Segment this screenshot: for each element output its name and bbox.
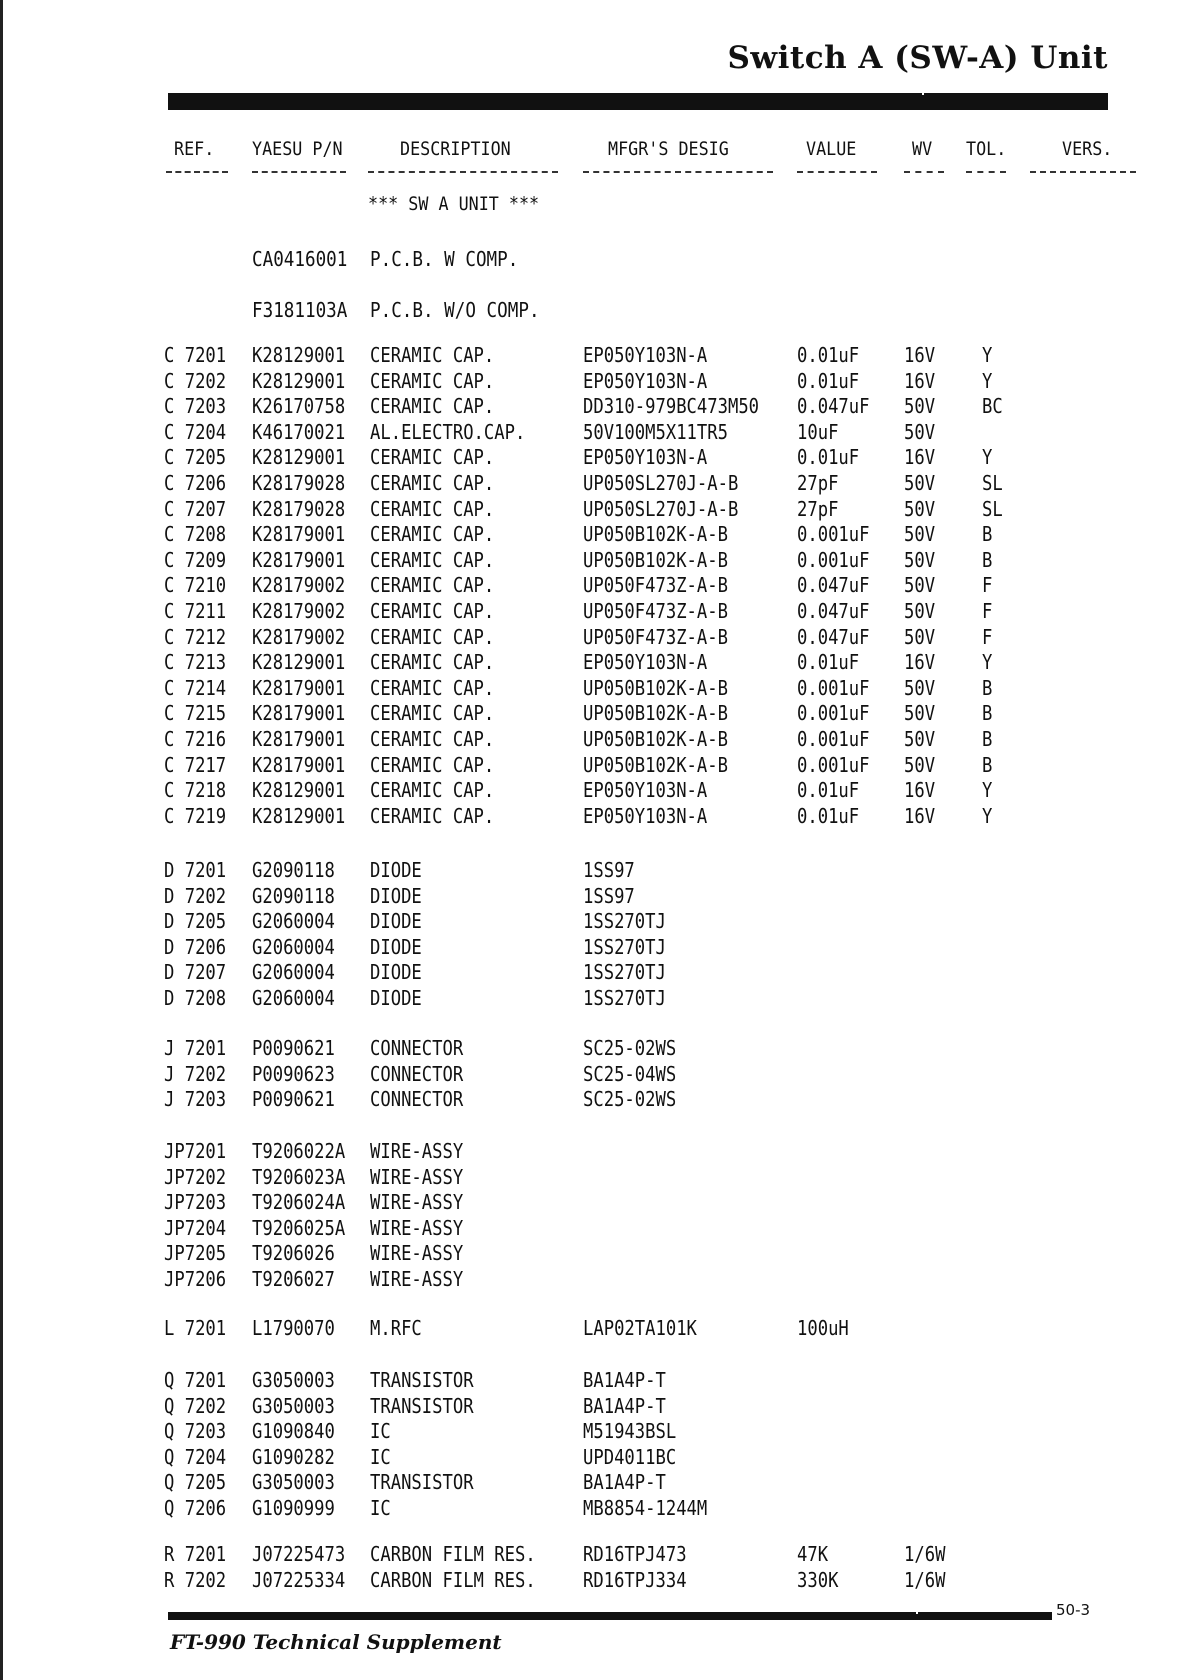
cell-value: 27pF: [797, 497, 839, 521]
cell-yaesu-pn: G2090118: [252, 858, 335, 882]
cell-tol: F: [982, 625, 993, 649]
header-underline: [583, 171, 773, 173]
cell-yaesu-pn: G3050003: [252, 1368, 335, 1392]
cell-tol: F: [982, 573, 993, 597]
cell-description: TRANSISTOR: [370, 1470, 474, 1494]
cell-mfgr-desig: MB8854-1244M: [583, 1496, 708, 1520]
table-row: [0, 1036, 1190, 1061]
cell-description: CERAMIC CAP.: [370, 701, 495, 725]
cell-tol: Y: [982, 804, 993, 828]
top-rule: [168, 93, 1108, 110]
cell-yaesu-pn: K28179028: [252, 471, 346, 495]
cell-ref: C 7209: [164, 548, 227, 572]
cell-yaesu-pn: L1790070: [252, 1316, 335, 1340]
table-row: [0, 986, 1190, 1011]
cell-tol: B: [982, 522, 993, 546]
cell-ref: C 7207: [164, 497, 227, 521]
header-underline: [252, 171, 346, 173]
table-row: [0, 1267, 1190, 1292]
cell-description: CERAMIC CAP.: [370, 676, 495, 700]
cell-description: CONNECTOR: [370, 1036, 464, 1060]
cell-ref: JP7205: [164, 1241, 227, 1265]
cell-wv: 1/6W: [904, 1542, 946, 1566]
cell-wv: 16V: [904, 778, 936, 802]
cell-yaesu-pn: K46170021: [252, 420, 346, 444]
cell-description: CERAMIC CAP.: [370, 753, 495, 777]
cell-description: WIRE-ASSY: [370, 1190, 464, 1214]
cell-description: CONNECTOR: [370, 1062, 464, 1086]
cell-ref: D 7208: [164, 986, 227, 1010]
table-row: [0, 394, 1190, 419]
page-title: Switch A (SW-A) Unit: [727, 40, 1108, 76]
cell-value: 100uH: [797, 1316, 849, 1340]
cell-yaesu-pn: G3050003: [252, 1394, 335, 1418]
cell-mfgr-desig: UP050B102K-A-B: [583, 727, 728, 751]
cell-mfgr-desig: 50V100M5X11TR5: [583, 420, 728, 444]
page-number: 50-3: [1056, 1601, 1091, 1619]
cell-yaesu-pn: G1090840: [252, 1419, 335, 1443]
cell-yaesu-pn: K28179002: [252, 599, 346, 623]
cell-wv: 16V: [904, 650, 936, 674]
cell-description: DIODE: [370, 935, 422, 959]
cell-mfgr-desig: UP050B102K-A-B: [583, 676, 728, 700]
cell-ref: C 7214: [164, 676, 227, 700]
table-row: [0, 650, 1190, 675]
cell-description: IC: [370, 1496, 391, 1520]
cell-value: 47K: [797, 1542, 829, 1566]
cell-description: WIRE-ASSY: [370, 1241, 464, 1265]
cell-ref: JP7204: [164, 1216, 227, 1240]
footer-title: FT-990 Technical Supplement: [170, 1630, 502, 1654]
cell-ref: Q 7205: [164, 1470, 227, 1494]
cell-tol: B: [982, 548, 993, 572]
cell-yaesu-pn: T9206024A: [252, 1190, 346, 1214]
cell-yaesu-pn: K28179001: [252, 753, 346, 777]
cell-mfgr-desig: UP050B102K-A-B: [583, 753, 728, 777]
table-row: [0, 1216, 1190, 1241]
cell-ref: R 7202: [164, 1568, 227, 1592]
col-wv-header: WV: [912, 138, 933, 160]
table-row: [0, 1062, 1190, 1087]
cell-yaesu-pn: P0090621: [252, 1036, 335, 1060]
cell-mfgr-desig: DD310-979BC473M50: [583, 394, 760, 418]
cell-ref: JP7206: [164, 1267, 227, 1291]
table-row: [0, 497, 1190, 522]
cell-description: CERAMIC CAP.: [370, 804, 495, 828]
table-row: [0, 1241, 1190, 1266]
cell-description: IC: [370, 1445, 391, 1469]
cell-tol: Y: [982, 343, 993, 367]
cell-value: 0.01uF: [797, 804, 860, 828]
table-row: [0, 778, 1190, 803]
cell-ref: JP7201: [164, 1139, 227, 1163]
cell-wv: 50V: [904, 573, 936, 597]
table-row: [0, 471, 1190, 496]
cell-mfgr-desig: 1SS270TJ: [583, 909, 666, 933]
cell-ref: JP7202: [164, 1165, 227, 1189]
cell-description: DIODE: [370, 884, 422, 908]
cell-tol: Y: [982, 445, 993, 469]
table-row: [0, 625, 1190, 650]
cell-tol: SL: [982, 497, 1003, 521]
cell-wv: 1/6W: [904, 1568, 946, 1592]
cell-description: CERAMIC CAP.: [370, 522, 495, 546]
cell-description: TRANSISTOR: [370, 1368, 474, 1392]
cell-mfgr-desig: EP050Y103N-A: [583, 445, 708, 469]
cell-description: TRANSISTOR: [370, 1394, 474, 1418]
cell-tol: F: [982, 599, 993, 623]
cell-tol: BC: [982, 394, 1003, 418]
cell-yaesu-pn: G2090118: [252, 884, 335, 908]
cell-mfgr-desig: BA1A4P-T: [583, 1470, 666, 1494]
cell-wv: 50V: [904, 599, 936, 623]
cell-description: CERAMIC CAP.: [370, 394, 495, 418]
table-row: [0, 858, 1190, 883]
cell-ref: C 7210: [164, 573, 227, 597]
cell-description: CERAMIC CAP.: [370, 778, 495, 802]
table-row: [0, 804, 1190, 829]
bottom-rule: [168, 1612, 1052, 1620]
cell-mfgr-desig: EP050Y103N-A: [583, 804, 708, 828]
cell-yaesu-pn: K28179001: [252, 701, 346, 725]
cell-ref: C 7201: [164, 343, 227, 367]
cell-mfgr-desig: UP050F473Z-A-B: [583, 625, 728, 649]
cell-yaesu-pn: T9206027: [252, 1267, 335, 1291]
table-row: [0, 1139, 1190, 1164]
header-underline: [904, 171, 944, 173]
cell-value: 10uF: [797, 420, 839, 444]
cell-yaesu-pn: P0090621: [252, 1087, 335, 1111]
cell-mfgr-desig: UP050F473Z-A-B: [583, 599, 728, 623]
cell-description: DIODE: [370, 960, 422, 984]
cell-description: WIRE-ASSY: [370, 1216, 464, 1240]
table-row: [0, 599, 1190, 624]
cell-ref: D 7206: [164, 935, 227, 959]
cell-yaesu-pn: K28179001: [252, 676, 346, 700]
table-row: [0, 343, 1190, 368]
cell-tol: Y: [982, 650, 993, 674]
cell-mfgr-desig: 1SS97: [583, 858, 635, 882]
header-underline: [368, 171, 558, 173]
table-row: [0, 701, 1190, 726]
cell-wv: 50V: [904, 701, 936, 725]
cell-yaesu-pn: K28179002: [252, 573, 346, 597]
cell-ref: C 7216: [164, 727, 227, 751]
pcb-desc: P.C.B. W/O COMP.: [370, 298, 540, 322]
cell-mfgr-desig: UP050SL270J-A-B: [583, 471, 739, 495]
cell-description: DIODE: [370, 909, 422, 933]
table-row: [0, 1445, 1190, 1470]
cell-yaesu-pn: K28179001: [252, 522, 346, 546]
pcb-pn: CA0416001: [252, 247, 348, 271]
cell-mfgr-desig: 1SS270TJ: [583, 960, 666, 984]
col-desc-header: DESCRIPTION: [400, 138, 511, 160]
cell-wv: 16V: [904, 445, 936, 469]
cell-ref: D 7205: [164, 909, 227, 933]
cell-tol: SL: [982, 471, 1003, 495]
col-value-header: VALUE: [806, 138, 857, 160]
cell-wv: 50V: [904, 625, 936, 649]
cell-value: 0.001uF: [797, 753, 870, 777]
cell-ref: C 7212: [164, 625, 227, 649]
cell-ref: Q 7202: [164, 1394, 227, 1418]
cell-yaesu-pn: K28179002: [252, 625, 346, 649]
cell-ref: C 7213: [164, 650, 227, 674]
cell-tol: B: [982, 701, 993, 725]
cell-value: 0.01uF: [797, 778, 860, 802]
table-row: [0, 1087, 1190, 1112]
header-underline: [166, 171, 228, 173]
table-row: [0, 884, 1190, 909]
cell-wv: 50V: [904, 727, 936, 751]
table-row: [0, 1394, 1190, 1419]
cell-value: 330K: [797, 1568, 839, 1592]
col-mfgr-header: MFGR'S DESIG: [608, 138, 729, 160]
cell-mfgr-desig: M51943BSL: [583, 1419, 677, 1443]
cell-mfgr-desig: UP050F473Z-A-B: [583, 573, 728, 597]
header-underline: [966, 171, 1006, 173]
cell-wv: 16V: [904, 343, 936, 367]
pcb-pn: F3181103A: [252, 298, 348, 322]
cell-ref: C 7217: [164, 753, 227, 777]
cell-mfgr-desig: UP050SL270J-A-B: [583, 497, 739, 521]
cell-yaesu-pn: K28129001: [252, 778, 346, 802]
table-row: [0, 1419, 1190, 1444]
cell-ref: JP7203: [164, 1190, 227, 1214]
cell-ref: Q 7206: [164, 1496, 227, 1520]
cell-mfgr-desig: EP050Y103N-A: [583, 778, 708, 802]
cell-mfgr-desig: 1SS97: [583, 884, 635, 908]
cell-description: CERAMIC CAP.: [370, 625, 495, 649]
cell-value: 27pF: [797, 471, 839, 495]
cell-tol: Y: [982, 778, 993, 802]
cell-tol: Y: [982, 369, 993, 393]
cell-ref: C 7208: [164, 522, 227, 546]
cell-yaesu-pn: K28129001: [252, 650, 346, 674]
cell-yaesu-pn: T9206023A: [252, 1165, 346, 1189]
table-row: [0, 1190, 1190, 1215]
cell-value: 0.047uF: [797, 394, 870, 418]
table-row: [0, 909, 1190, 934]
cell-yaesu-pn: K26170758: [252, 394, 346, 418]
cell-ref: D 7201: [164, 858, 227, 882]
table-row: [0, 727, 1190, 752]
cell-mfgr-desig: LAP02TA101K: [583, 1316, 697, 1340]
cell-yaesu-pn: T9206025A: [252, 1216, 346, 1240]
cell-mfgr-desig: UP050B102K-A-B: [583, 548, 728, 572]
col-tol-header: TOL.: [966, 138, 1007, 160]
cell-ref: L 7201: [164, 1316, 227, 1340]
cell-wv: 50V: [904, 522, 936, 546]
cell-yaesu-pn: P0090623: [252, 1062, 335, 1086]
cell-value: 0.047uF: [797, 573, 870, 597]
table-row: [0, 1496, 1190, 1521]
cell-mfgr-desig: EP050Y103N-A: [583, 369, 708, 393]
cell-ref: C 7218: [164, 778, 227, 802]
cell-wv: 16V: [904, 369, 936, 393]
cell-wv: 16V: [904, 804, 936, 828]
cell-ref: Q 7201: [164, 1368, 227, 1392]
cell-ref: Q 7203: [164, 1419, 227, 1443]
cell-description: CERAMIC CAP.: [370, 548, 495, 572]
col-vers-header: VERS.: [1062, 138, 1113, 160]
cell-mfgr-desig: BA1A4P-T: [583, 1394, 666, 1418]
cell-mfgr-desig: EP050Y103N-A: [583, 650, 708, 674]
cell-value: 0.01uF: [797, 369, 860, 393]
cell-ref: Q 7204: [164, 1445, 227, 1469]
cell-yaesu-pn: T9206026: [252, 1241, 335, 1265]
cell-yaesu-pn: T9206022A: [252, 1139, 346, 1163]
cell-mfgr-desig: EP050Y103N-A: [583, 343, 708, 367]
cell-ref: J 7202: [164, 1062, 227, 1086]
cell-value: 0.001uF: [797, 676, 870, 700]
cell-wv: 50V: [904, 394, 936, 418]
cell-value: 0.01uF: [797, 343, 860, 367]
cell-yaesu-pn: J07225334: [252, 1568, 346, 1592]
cell-description: CARBON FILM RES.: [370, 1542, 536, 1566]
cell-description: CERAMIC CAP.: [370, 497, 495, 521]
cell-ref: D 7202: [164, 884, 227, 908]
header-underline: [1030, 171, 1136, 173]
cell-mfgr-desig: SC25-04WS: [583, 1062, 677, 1086]
cell-ref: C 7203: [164, 394, 227, 418]
cell-description: AL.ELECTRO.CAP.: [370, 420, 526, 444]
cell-wv: 50V: [904, 548, 936, 572]
cell-description: CERAMIC CAP.: [370, 727, 495, 751]
cell-description: CERAMIC CAP.: [370, 343, 495, 367]
table-row: [0, 960, 1190, 985]
cell-ref: D 7207: [164, 960, 227, 984]
cell-description: DIODE: [370, 858, 422, 882]
cell-mfgr-desig: 1SS270TJ: [583, 986, 666, 1010]
cell-wv: 50V: [904, 420, 936, 444]
cell-yaesu-pn: K28179001: [252, 548, 346, 572]
cell-description: IC: [370, 1419, 391, 1443]
cell-tol: B: [982, 676, 993, 700]
cell-value: 0.001uF: [797, 522, 870, 546]
cell-yaesu-pn: G2060004: [252, 935, 335, 959]
table-row: [0, 1568, 1190, 1593]
header-underline: [797, 171, 877, 173]
cell-yaesu-pn: K28129001: [252, 369, 346, 393]
cell-yaesu-pn: K28129001: [252, 343, 346, 367]
cell-mfgr-desig: UPD4011BC: [583, 1445, 677, 1469]
table-row: [0, 676, 1190, 701]
cell-description: DIODE: [370, 986, 422, 1010]
pcb-desc: P.C.B. W COMP.: [370, 247, 519, 271]
table-row: [0, 369, 1190, 394]
table-row: [0, 573, 1190, 598]
cell-ref: C 7202: [164, 369, 227, 393]
cell-value: 0.047uF: [797, 599, 870, 623]
cell-description: M.RFC: [370, 1316, 422, 1340]
cell-value: 0.047uF: [797, 625, 870, 649]
table-row: [0, 1470, 1190, 1495]
cell-mfgr-desig: 1SS270TJ: [583, 935, 666, 959]
cell-description: CERAMIC CAP.: [370, 445, 495, 469]
cell-description: WIRE-ASSY: [370, 1139, 464, 1163]
cell-description: CERAMIC CAP.: [370, 650, 495, 674]
cell-yaesu-pn: K28129001: [252, 445, 346, 469]
col-ref-header: REF.: [174, 138, 215, 160]
col-pn-header: YAESU P/N: [252, 138, 343, 160]
cell-wv: 50V: [904, 471, 936, 495]
table-row: [0, 935, 1190, 960]
table-row: [0, 753, 1190, 778]
table-row: [0, 548, 1190, 573]
cell-mfgr-desig: SC25-02WS: [583, 1087, 677, 1111]
table-row: [0, 1165, 1190, 1190]
cell-yaesu-pn: K28179028: [252, 497, 346, 521]
table-row: [0, 1542, 1190, 1567]
cell-value: 0.01uF: [797, 650, 860, 674]
cell-mfgr-desig: BA1A4P-T: [583, 1368, 666, 1392]
cell-yaesu-pn: G2060004: [252, 909, 335, 933]
cell-yaesu-pn: J07225473: [252, 1542, 346, 1566]
cell-value: 0.01uF: [797, 445, 860, 469]
cell-description: CARBON FILM RES.: [370, 1568, 536, 1592]
cell-description: WIRE-ASSY: [370, 1267, 464, 1291]
cell-yaesu-pn: G1090282: [252, 1445, 335, 1469]
cell-mfgr-desig: UP050B102K-A-B: [583, 701, 728, 725]
cell-description: CERAMIC CAP.: [370, 471, 495, 495]
table-row: [0, 1368, 1190, 1393]
cell-tol: B: [982, 727, 993, 751]
cell-wv: 50V: [904, 676, 936, 700]
cell-value: 0.001uF: [797, 548, 870, 572]
table-row: [0, 420, 1190, 445]
cell-mfgr-desig: UP050B102K-A-B: [583, 522, 728, 546]
cell-yaesu-pn: G2060004: [252, 960, 335, 984]
cell-wv: 50V: [904, 753, 936, 777]
table-row: [0, 445, 1190, 470]
cell-tol: B: [982, 753, 993, 777]
cell-value: 0.001uF: [797, 701, 870, 725]
cell-ref: C 7206: [164, 471, 227, 495]
cell-ref: C 7215: [164, 701, 227, 725]
cell-yaesu-pn: G2060004: [252, 986, 335, 1010]
cell-ref: C 7205: [164, 445, 227, 469]
cell-value: 0.001uF: [797, 727, 870, 751]
cell-yaesu-pn: G3050003: [252, 1470, 335, 1494]
cell-mfgr-desig: SC25-02WS: [583, 1036, 677, 1060]
cell-ref: J 7203: [164, 1087, 227, 1111]
cell-ref: J 7201: [164, 1036, 227, 1060]
cell-description: CONNECTOR: [370, 1087, 464, 1111]
cell-description: WIRE-ASSY: [370, 1165, 464, 1189]
cell-ref: C 7204: [164, 420, 227, 444]
cell-yaesu-pn: G1090999: [252, 1496, 335, 1520]
cell-wv: 50V: [904, 497, 936, 521]
cell-ref: C 7219: [164, 804, 227, 828]
cell-mfgr-desig: RD16TPJ473: [583, 1542, 687, 1566]
cell-description: CERAMIC CAP.: [370, 599, 495, 623]
cell-yaesu-pn: K28129001: [252, 804, 346, 828]
cell-ref: C 7211: [164, 599, 227, 623]
cell-ref: R 7201: [164, 1542, 227, 1566]
cell-description: CERAMIC CAP.: [370, 573, 495, 597]
cell-mfgr-desig: RD16TPJ334: [583, 1568, 687, 1592]
section-title: *** SW A UNIT ***: [368, 193, 540, 215]
cell-yaesu-pn: K28179001: [252, 727, 346, 751]
table-row: [0, 1316, 1190, 1341]
cell-description: CERAMIC CAP.: [370, 369, 495, 393]
table-row: [0, 522, 1190, 547]
